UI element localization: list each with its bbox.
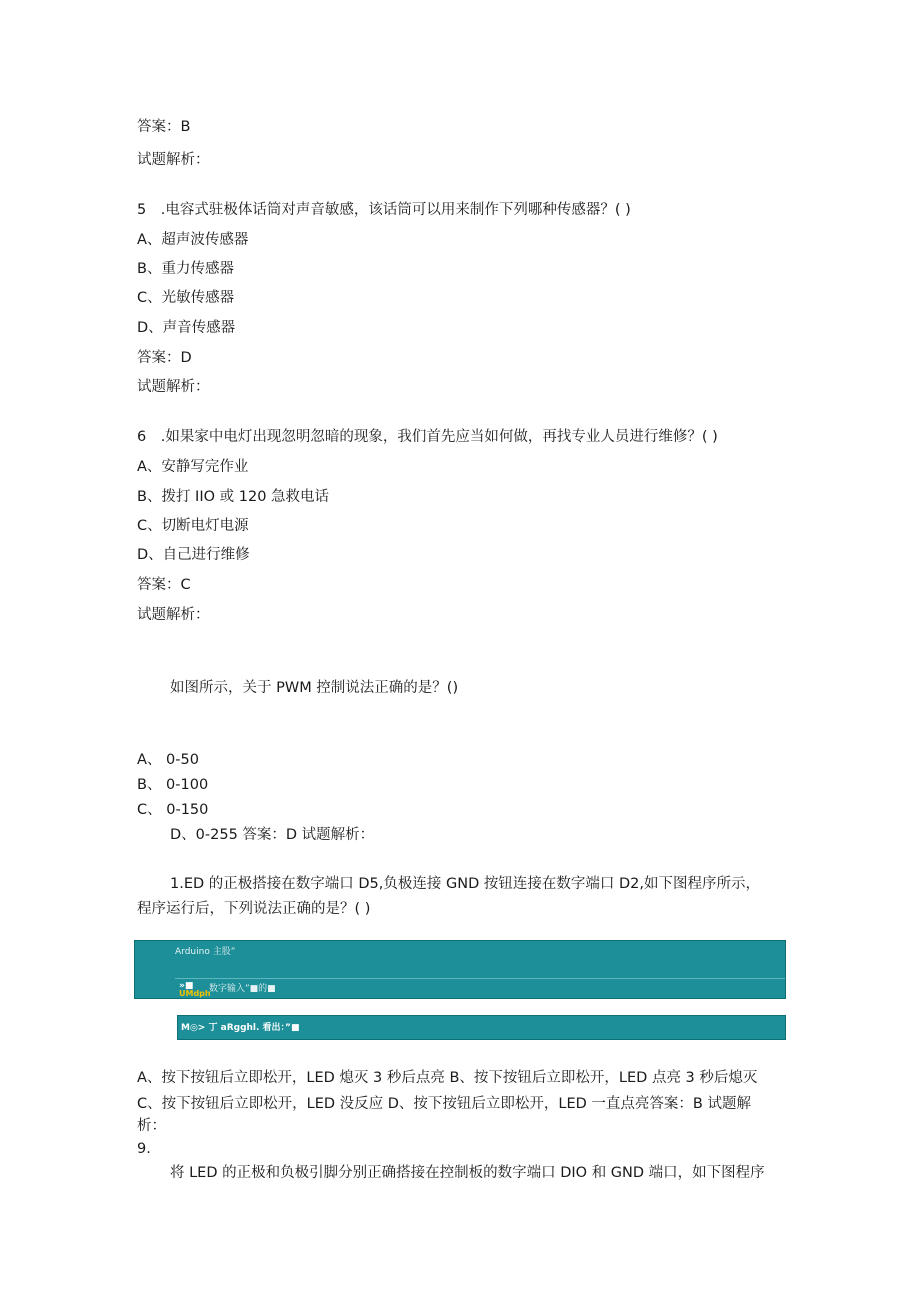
question-8-options-line2: C、按下按钮后立即松开，LED 没反应 D、按下按钮后立即松开，LED 一直点亮答案：B 试题解 xyxy=(137,1096,751,1112)
analysis-q6: 试题解析： xyxy=(137,607,210,623)
program-separator xyxy=(175,978,785,979)
question-5-option-a: A、超声波传感器 xyxy=(137,232,249,248)
question-9-number: 9. xyxy=(137,1141,151,1157)
program-label-command: M◎> 丁 aRgghl. 看出：”■ xyxy=(181,1023,300,1033)
question-7-option-b: B、 0-100 xyxy=(137,777,209,793)
question-9-stem: 将 LED 的正极和负极引脚分别正确搭接在控制板的数字端口 DIO 和 GND 端口，如下图程序 xyxy=(170,1165,765,1181)
answer-q4: 答案：B xyxy=(137,119,191,135)
question-5-stem: 5 .电容式驻极体话筒对声音敏感，该话筒可以用来制作下列哪种传感器？( ) xyxy=(137,202,631,218)
question-6-stem: 6 .如果家中电灯出现忽明忽暗的现象，我们首先应当如何做，再找专业人员进行维修？( ) xyxy=(137,429,718,445)
question-5-option-b: B、重力传感器 xyxy=(137,261,234,277)
question-8-stem-line1: 1.ED 的正极搭接在数字端口 D5,负极连接 GND 按钮连接在数字端口 D2,如下图程序所示， xyxy=(170,876,760,892)
question-8-stem-line2: 程序运行后，下列说法正确的是？( ) xyxy=(137,901,371,917)
question-5-option-d: D、声音传感器 xyxy=(137,320,236,336)
question-7-option-d-answer: D、0-255 答案：D 试题解析： xyxy=(170,827,375,843)
program-label-digital-input: 数字输入”■的■ xyxy=(209,984,276,994)
program-label-board: Arduino 主股” xyxy=(175,947,236,957)
question-6-option-b: B、拨打 IIO 或 120 急救电话 xyxy=(137,489,330,505)
question-6-option-d: D、自己进行维修 xyxy=(137,547,250,563)
analysis-q4: 试题解析： xyxy=(137,152,210,168)
answer-q5: 答案：D xyxy=(137,350,192,366)
program-image-bottom xyxy=(177,1015,786,1040)
question-8-options-line1: A、按下按钮后立即松开，LED 熄灭 3 秒后点亮 B、按下按钮后立即松开，LED 点亮 3 秒后熄灭 xyxy=(137,1070,758,1086)
question-5-option-c: C、光敏传感器 xyxy=(137,290,235,306)
program-image-top xyxy=(134,940,786,999)
question-7-option-c: C、 0-150 xyxy=(137,802,209,818)
question-7-option-a: A、 0-50 xyxy=(137,752,199,768)
analysis-q5: 试题解析： xyxy=(137,379,210,395)
question-7-stem: 如图所示，关于 PWM 控制说法正确的是？() xyxy=(170,680,459,696)
question-6-option-c: C、切断电灯电源 xyxy=(137,518,249,534)
program-label-yellow: UMdph xyxy=(179,989,211,998)
program-label-prefix: »■ xyxy=(179,981,194,991)
answer-q6: 答案：C xyxy=(137,577,191,593)
question-8-options-line3: 析： xyxy=(137,1118,166,1134)
question-6-option-a: A、安静写完作业 xyxy=(137,459,249,475)
